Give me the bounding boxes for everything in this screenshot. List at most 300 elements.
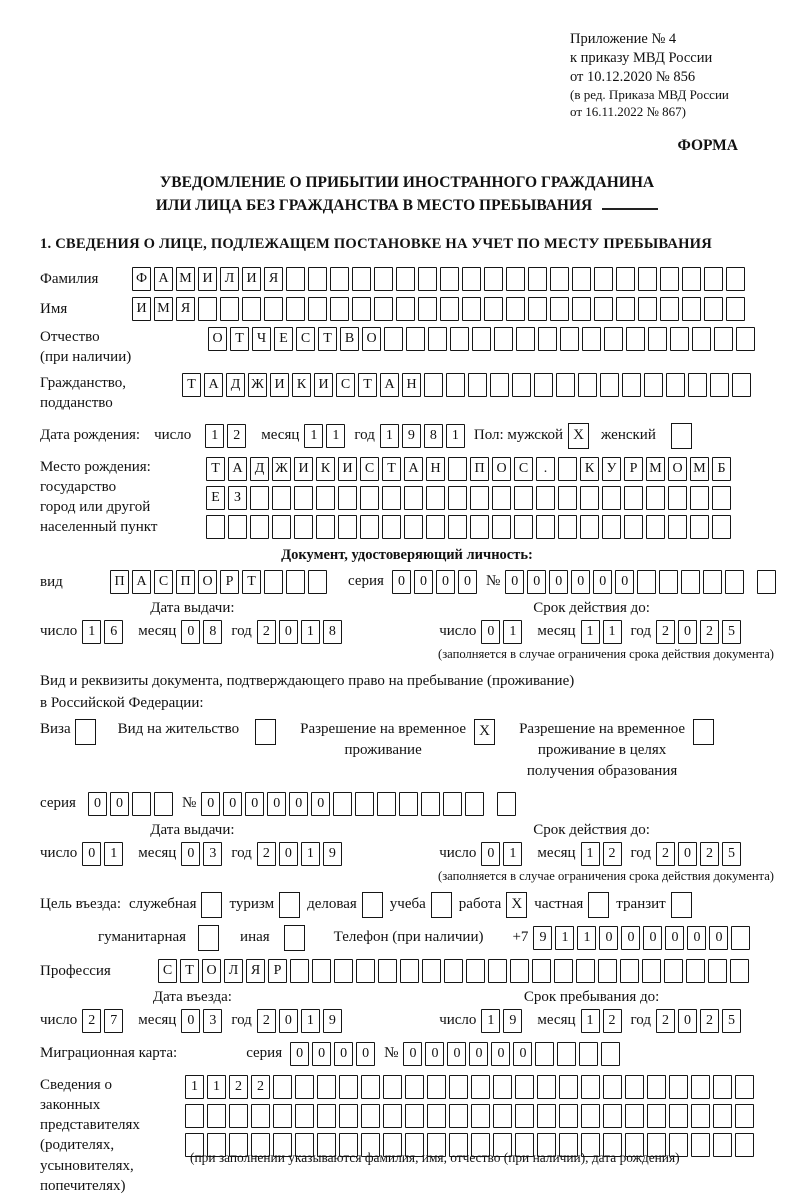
char-cell[interactable]: И: [294, 457, 313, 481]
char-cell[interactable]: Т: [206, 457, 225, 481]
char-cell[interactable]: 1: [481, 1009, 500, 1033]
char-cell[interactable]: С: [158, 959, 177, 983]
char-cell[interactable]: [383, 1075, 402, 1099]
temp-permit-checkbox[interactable]: X: [474, 719, 495, 745]
char-cell[interactable]: [757, 570, 776, 594]
char-cell[interactable]: [603, 1075, 622, 1099]
char-cell[interactable]: [704, 297, 723, 321]
char-cell[interactable]: [600, 373, 619, 397]
char-cell[interactable]: [603, 1104, 622, 1128]
char-cell[interactable]: [484, 297, 503, 321]
char-cell[interactable]: 0: [290, 1042, 309, 1066]
char-cell[interactable]: И: [270, 373, 289, 397]
char-cell[interactable]: [637, 570, 656, 594]
char-cell[interactable]: [427, 1104, 446, 1128]
char-cell[interactable]: Т: [180, 959, 199, 983]
char-cell[interactable]: [559, 1104, 578, 1128]
char-cell[interactable]: 7: [104, 1009, 123, 1033]
char-cell[interactable]: 0: [279, 620, 298, 644]
char-cell[interactable]: 1: [581, 1009, 600, 1033]
char-cell[interactable]: [572, 297, 591, 321]
char-cell[interactable]: 9: [402, 424, 421, 448]
edu-permit-checkbox[interactable]: [693, 719, 714, 745]
char-cell[interactable]: 1: [581, 842, 600, 866]
char-cell[interactable]: [308, 570, 327, 594]
char-cell[interactable]: [534, 373, 553, 397]
char-cell[interactable]: [466, 959, 485, 983]
char-cell[interactable]: 0: [513, 1042, 532, 1066]
char-cell[interactable]: 0: [709, 926, 728, 950]
char-cell[interactable]: О: [208, 327, 227, 351]
char-cell[interactable]: И: [198, 267, 217, 291]
char-cell[interactable]: 0: [279, 842, 298, 866]
char-cell[interactable]: [691, 1133, 710, 1157]
char-cell[interactable]: 1: [104, 842, 123, 866]
char-cell[interactable]: [330, 267, 349, 291]
char-cell[interactable]: Т: [382, 457, 401, 481]
char-cell[interactable]: 0: [223, 792, 242, 816]
char-cell[interactable]: А: [380, 373, 399, 397]
char-cell[interactable]: [383, 1104, 402, 1128]
char-cell[interactable]: 0: [593, 570, 612, 594]
char-cell[interactable]: [449, 1104, 468, 1128]
char-cell[interactable]: [228, 515, 247, 539]
purpose-transit-checkbox[interactable]: [671, 892, 692, 918]
char-cell[interactable]: 1: [555, 926, 574, 950]
char-cell[interactable]: [360, 515, 379, 539]
char-cell[interactable]: [669, 1075, 688, 1099]
char-cell[interactable]: [512, 373, 531, 397]
char-cell[interactable]: 0: [505, 570, 524, 594]
char-cell[interactable]: [206, 515, 225, 539]
char-cell[interactable]: Е: [206, 486, 225, 510]
char-cell[interactable]: [648, 327, 667, 351]
char-cell[interactable]: [528, 297, 547, 321]
char-cell[interactable]: [294, 515, 313, 539]
char-cell[interactable]: 2: [700, 620, 719, 644]
char-cell[interactable]: 0: [678, 620, 697, 644]
char-cell[interactable]: [361, 1104, 380, 1128]
char-cell[interactable]: Н: [426, 457, 445, 481]
char-cell[interactable]: 0: [447, 1042, 466, 1066]
char-cell[interactable]: [488, 959, 507, 983]
char-cell[interactable]: [339, 1104, 358, 1128]
char-cell[interactable]: И: [242, 267, 261, 291]
char-cell[interactable]: [666, 373, 685, 397]
char-cell[interactable]: [400, 959, 419, 983]
sex-female-checkbox[interactable]: [671, 423, 692, 449]
char-cell[interactable]: [682, 297, 701, 321]
char-cell[interactable]: О: [668, 457, 687, 481]
char-cell[interactable]: 1: [301, 842, 320, 866]
char-cell[interactable]: 1: [207, 1075, 226, 1099]
char-cell[interactable]: [537, 1104, 556, 1128]
char-cell[interactable]: [535, 1042, 554, 1066]
char-cell[interactable]: М: [690, 457, 709, 481]
char-cell[interactable]: 5: [722, 1009, 741, 1033]
char-cell[interactable]: [251, 1104, 270, 1128]
char-cell[interactable]: [470, 486, 489, 510]
char-cell[interactable]: [710, 373, 729, 397]
purpose-tourism-checkbox[interactable]: [279, 892, 300, 918]
char-cell[interactable]: [515, 1104, 534, 1128]
char-cell[interactable]: [448, 457, 467, 481]
char-cell[interactable]: [514, 486, 533, 510]
char-cell[interactable]: 0: [687, 926, 706, 950]
char-cell[interactable]: [647, 1075, 666, 1099]
char-cell[interactable]: [422, 959, 441, 983]
char-cell[interactable]: [604, 327, 623, 351]
char-cell[interactable]: [616, 297, 635, 321]
char-cell[interactable]: [440, 297, 459, 321]
char-cell[interactable]: З: [228, 486, 247, 510]
char-cell[interactable]: О: [362, 327, 381, 351]
char-cell[interactable]: [448, 486, 467, 510]
char-cell[interactable]: 1: [205, 424, 224, 448]
char-cell[interactable]: [462, 267, 481, 291]
char-cell[interactable]: [692, 327, 711, 351]
char-cell[interactable]: [594, 297, 613, 321]
char-cell[interactable]: 1: [82, 620, 101, 644]
char-cell[interactable]: [736, 327, 755, 351]
char-cell[interactable]: 2: [257, 1009, 276, 1033]
char-cell[interactable]: 0: [491, 1042, 510, 1066]
char-cell[interactable]: 0: [181, 1009, 200, 1033]
char-cell[interactable]: 8: [323, 620, 342, 644]
char-cell[interactable]: [272, 515, 291, 539]
char-cell[interactable]: [580, 515, 599, 539]
char-cell[interactable]: Т: [318, 327, 337, 351]
char-cell[interactable]: К: [580, 457, 599, 481]
char-cell[interactable]: 2: [227, 424, 246, 448]
char-cell[interactable]: [339, 1075, 358, 1099]
char-cell[interactable]: [462, 297, 481, 321]
char-cell[interactable]: [378, 959, 397, 983]
char-cell[interactable]: Т: [182, 373, 201, 397]
char-cell[interactable]: [424, 373, 443, 397]
char-cell[interactable]: [426, 486, 445, 510]
char-cell[interactable]: 2: [251, 1075, 270, 1099]
purpose-other-checkbox[interactable]: [284, 925, 305, 951]
char-cell[interactable]: [532, 959, 551, 983]
char-cell[interactable]: [497, 792, 516, 816]
char-cell[interactable]: С: [514, 457, 533, 481]
char-cell[interactable]: [554, 959, 573, 983]
char-cell[interactable]: [713, 1133, 732, 1157]
char-cell[interactable]: [396, 297, 415, 321]
char-cell[interactable]: 0: [425, 1042, 444, 1066]
char-cell[interactable]: 0: [615, 570, 634, 594]
char-cell[interactable]: [494, 327, 513, 351]
char-cell[interactable]: [668, 515, 687, 539]
char-cell[interactable]: 0: [334, 1042, 353, 1066]
char-cell[interactable]: [616, 267, 635, 291]
char-cell[interactable]: 0: [436, 570, 455, 594]
char-cell[interactable]: [660, 297, 679, 321]
char-cell[interactable]: [312, 959, 331, 983]
char-cell[interactable]: [316, 515, 335, 539]
char-cell[interactable]: П: [110, 570, 129, 594]
char-cell[interactable]: [712, 515, 731, 539]
char-cell[interactable]: [427, 1075, 446, 1099]
char-cell[interactable]: [361, 1075, 380, 1099]
char-cell[interactable]: 0: [392, 570, 411, 594]
char-cell[interactable]: [308, 297, 327, 321]
char-cell[interactable]: [646, 486, 665, 510]
char-cell[interactable]: [471, 1104, 490, 1128]
char-cell[interactable]: 1: [304, 424, 323, 448]
purpose-commercial-checkbox[interactable]: [362, 892, 383, 918]
char-cell[interactable]: [472, 327, 491, 351]
char-cell[interactable]: [405, 1104, 424, 1128]
char-cell[interactable]: [670, 327, 689, 351]
char-cell[interactable]: [360, 486, 379, 510]
char-cell[interactable]: О: [198, 570, 217, 594]
char-cell[interactable]: [572, 267, 591, 291]
char-cell[interactable]: Р: [624, 457, 643, 481]
char-cell[interactable]: [735, 1075, 754, 1099]
char-cell[interactable]: [713, 1075, 732, 1099]
char-cell[interactable]: [550, 267, 569, 291]
char-cell[interactable]: О: [202, 959, 221, 983]
char-cell[interactable]: [355, 792, 374, 816]
char-cell[interactable]: 0: [678, 842, 697, 866]
char-cell[interactable]: 2: [700, 1009, 719, 1033]
char-cell[interactable]: 9: [323, 1009, 342, 1033]
char-cell[interactable]: 1: [185, 1075, 204, 1099]
char-cell[interactable]: [594, 267, 613, 291]
char-cell[interactable]: Т: [358, 373, 377, 397]
char-cell[interactable]: [625, 1075, 644, 1099]
char-cell[interactable]: [681, 570, 700, 594]
char-cell[interactable]: 0: [403, 1042, 422, 1066]
char-cell[interactable]: [493, 1075, 512, 1099]
char-cell[interactable]: [576, 959, 595, 983]
char-cell[interactable]: 0: [481, 620, 500, 644]
char-cell[interactable]: [626, 327, 645, 351]
char-cell[interactable]: [468, 373, 487, 397]
char-cell[interactable]: [421, 792, 440, 816]
char-cell[interactable]: [470, 515, 489, 539]
char-cell[interactable]: [602, 515, 621, 539]
char-cell[interactable]: 0: [245, 792, 264, 816]
char-cell[interactable]: [286, 297, 305, 321]
char-cell[interactable]: [273, 1104, 292, 1128]
char-cell[interactable]: [352, 297, 371, 321]
char-cell[interactable]: [510, 959, 529, 983]
char-cell[interactable]: [250, 515, 269, 539]
char-cell[interactable]: [308, 267, 327, 291]
char-cell[interactable]: 0: [458, 570, 477, 594]
char-cell[interactable]: [579, 1042, 598, 1066]
char-cell[interactable]: [443, 792, 462, 816]
char-cell[interactable]: [490, 373, 509, 397]
char-cell[interactable]: [581, 1075, 600, 1099]
char-cell[interactable]: 2: [656, 1009, 675, 1033]
char-cell[interactable]: 2: [700, 842, 719, 866]
char-cell[interactable]: С: [336, 373, 355, 397]
char-cell[interactable]: [713, 1104, 732, 1128]
char-cell[interactable]: А: [404, 457, 423, 481]
char-cell[interactable]: С: [360, 457, 379, 481]
char-cell[interactable]: П: [176, 570, 195, 594]
char-cell[interactable]: Ф: [132, 267, 151, 291]
char-cell[interactable]: [207, 1104, 226, 1128]
char-cell[interactable]: 2: [603, 842, 622, 866]
char-cell[interactable]: И: [338, 457, 357, 481]
char-cell[interactable]: 0: [181, 842, 200, 866]
char-cell[interactable]: 3: [203, 1009, 222, 1033]
char-cell[interactable]: [418, 297, 437, 321]
char-cell[interactable]: 0: [82, 842, 101, 866]
char-cell[interactable]: [686, 959, 705, 983]
char-cell[interactable]: [703, 570, 722, 594]
char-cell[interactable]: [528, 267, 547, 291]
char-cell[interactable]: [446, 373, 465, 397]
char-cell[interactable]: А: [132, 570, 151, 594]
char-cell[interactable]: [492, 515, 511, 539]
char-cell[interactable]: [220, 297, 239, 321]
char-cell[interactable]: [664, 959, 683, 983]
char-cell[interactable]: [622, 373, 641, 397]
char-cell[interactable]: [601, 1042, 620, 1066]
char-cell[interactable]: П: [470, 457, 489, 481]
char-cell[interactable]: [330, 297, 349, 321]
char-cell[interactable]: [582, 327, 601, 351]
char-cell[interactable]: Д: [226, 373, 245, 397]
char-cell[interactable]: 6: [104, 620, 123, 644]
char-cell[interactable]: [286, 570, 305, 594]
char-cell[interactable]: [515, 1075, 534, 1099]
char-cell[interactable]: [644, 373, 663, 397]
char-cell[interactable]: 1: [503, 620, 522, 644]
char-cell[interactable]: [620, 959, 639, 983]
char-cell[interactable]: 0: [621, 926, 640, 950]
char-cell[interactable]: 1: [326, 424, 345, 448]
char-cell[interactable]: 1: [301, 1009, 320, 1033]
sex-male-checkbox[interactable]: X: [568, 423, 589, 449]
char-cell[interactable]: [732, 373, 751, 397]
char-cell[interactable]: 0: [201, 792, 220, 816]
char-cell[interactable]: Ж: [248, 373, 267, 397]
char-cell[interactable]: [374, 297, 393, 321]
char-cell[interactable]: [465, 792, 484, 816]
char-cell[interactable]: Я: [264, 267, 283, 291]
char-cell[interactable]: [333, 792, 352, 816]
char-cell[interactable]: 2: [603, 1009, 622, 1033]
char-cell[interactable]: [404, 486, 423, 510]
char-cell[interactable]: [374, 267, 393, 291]
char-cell[interactable]: [558, 486, 577, 510]
char-cell[interactable]: [317, 1075, 336, 1099]
char-cell[interactable]: [647, 1104, 666, 1128]
char-cell[interactable]: [406, 327, 425, 351]
char-cell[interactable]: [598, 959, 617, 983]
residence-permit-checkbox[interactable]: [255, 719, 276, 745]
char-cell[interactable]: 9: [503, 1009, 522, 1033]
char-cell[interactable]: [550, 297, 569, 321]
char-cell[interactable]: [404, 515, 423, 539]
char-cell[interactable]: 0: [481, 842, 500, 866]
char-cell[interactable]: [250, 486, 269, 510]
char-cell[interactable]: [556, 373, 575, 397]
char-cell[interactable]: [295, 1104, 314, 1128]
char-cell[interactable]: [316, 486, 335, 510]
char-cell[interactable]: [659, 570, 678, 594]
char-cell[interactable]: [295, 1075, 314, 1099]
char-cell[interactable]: 0: [88, 792, 107, 816]
char-cell[interactable]: 0: [414, 570, 433, 594]
char-cell[interactable]: [691, 1075, 710, 1099]
char-cell[interactable]: [642, 959, 661, 983]
char-cell[interactable]: 2: [82, 1009, 101, 1033]
char-cell[interactable]: В: [340, 327, 359, 351]
char-cell[interactable]: 2: [656, 620, 675, 644]
char-cell[interactable]: [725, 570, 744, 594]
char-cell[interactable]: [704, 267, 723, 291]
char-cell[interactable]: [638, 267, 657, 291]
char-cell[interactable]: 0: [110, 792, 129, 816]
char-cell[interactable]: О: [492, 457, 511, 481]
char-cell[interactable]: 5: [722, 842, 741, 866]
char-cell[interactable]: Ч: [252, 327, 271, 351]
char-cell[interactable]: [399, 792, 418, 816]
char-cell[interactable]: [426, 515, 445, 539]
char-cell[interactable]: М: [176, 267, 195, 291]
purpose-private-checkbox[interactable]: [588, 892, 609, 918]
char-cell[interactable]: [428, 327, 447, 351]
char-cell[interactable]: К: [316, 457, 335, 481]
char-cell[interactable]: 5: [722, 620, 741, 644]
char-cell[interactable]: [691, 1104, 710, 1128]
char-cell[interactable]: [735, 1104, 754, 1128]
char-cell[interactable]: [396, 267, 415, 291]
char-cell[interactable]: [602, 486, 621, 510]
char-cell[interactable]: [708, 959, 727, 983]
char-cell[interactable]: А: [228, 457, 247, 481]
char-cell[interactable]: [625, 1104, 644, 1128]
char-cell[interactable]: [682, 267, 701, 291]
char-cell[interactable]: [356, 959, 375, 983]
char-cell[interactable]: 2: [257, 842, 276, 866]
purpose-study-checkbox[interactable]: [431, 892, 452, 918]
char-cell[interactable]: [352, 267, 371, 291]
char-cell[interactable]: 0: [289, 792, 308, 816]
purpose-work-checkbox[interactable]: X: [506, 892, 527, 918]
char-cell[interactable]: [471, 1075, 490, 1099]
char-cell[interactable]: 1: [581, 620, 600, 644]
char-cell[interactable]: Н: [402, 373, 421, 397]
char-cell[interactable]: [690, 515, 709, 539]
char-cell[interactable]: Ж: [272, 457, 291, 481]
char-cell[interactable]: [506, 267, 525, 291]
char-cell[interactable]: С: [296, 327, 315, 351]
char-cell[interactable]: [712, 486, 731, 510]
char-cell[interactable]: 9: [323, 842, 342, 866]
char-cell[interactable]: 0: [665, 926, 684, 950]
char-cell[interactable]: [418, 267, 437, 291]
char-cell[interactable]: Я: [176, 297, 195, 321]
char-cell[interactable]: 0: [527, 570, 546, 594]
char-cell[interactable]: [714, 327, 733, 351]
char-cell[interactable]: 0: [643, 926, 662, 950]
char-cell[interactable]: [646, 515, 665, 539]
char-cell[interactable]: [132, 792, 151, 816]
char-cell[interactable]: 1: [446, 424, 465, 448]
char-cell[interactable]: [382, 486, 401, 510]
char-cell[interactable]: И: [314, 373, 333, 397]
char-cell[interactable]: [273, 1075, 292, 1099]
